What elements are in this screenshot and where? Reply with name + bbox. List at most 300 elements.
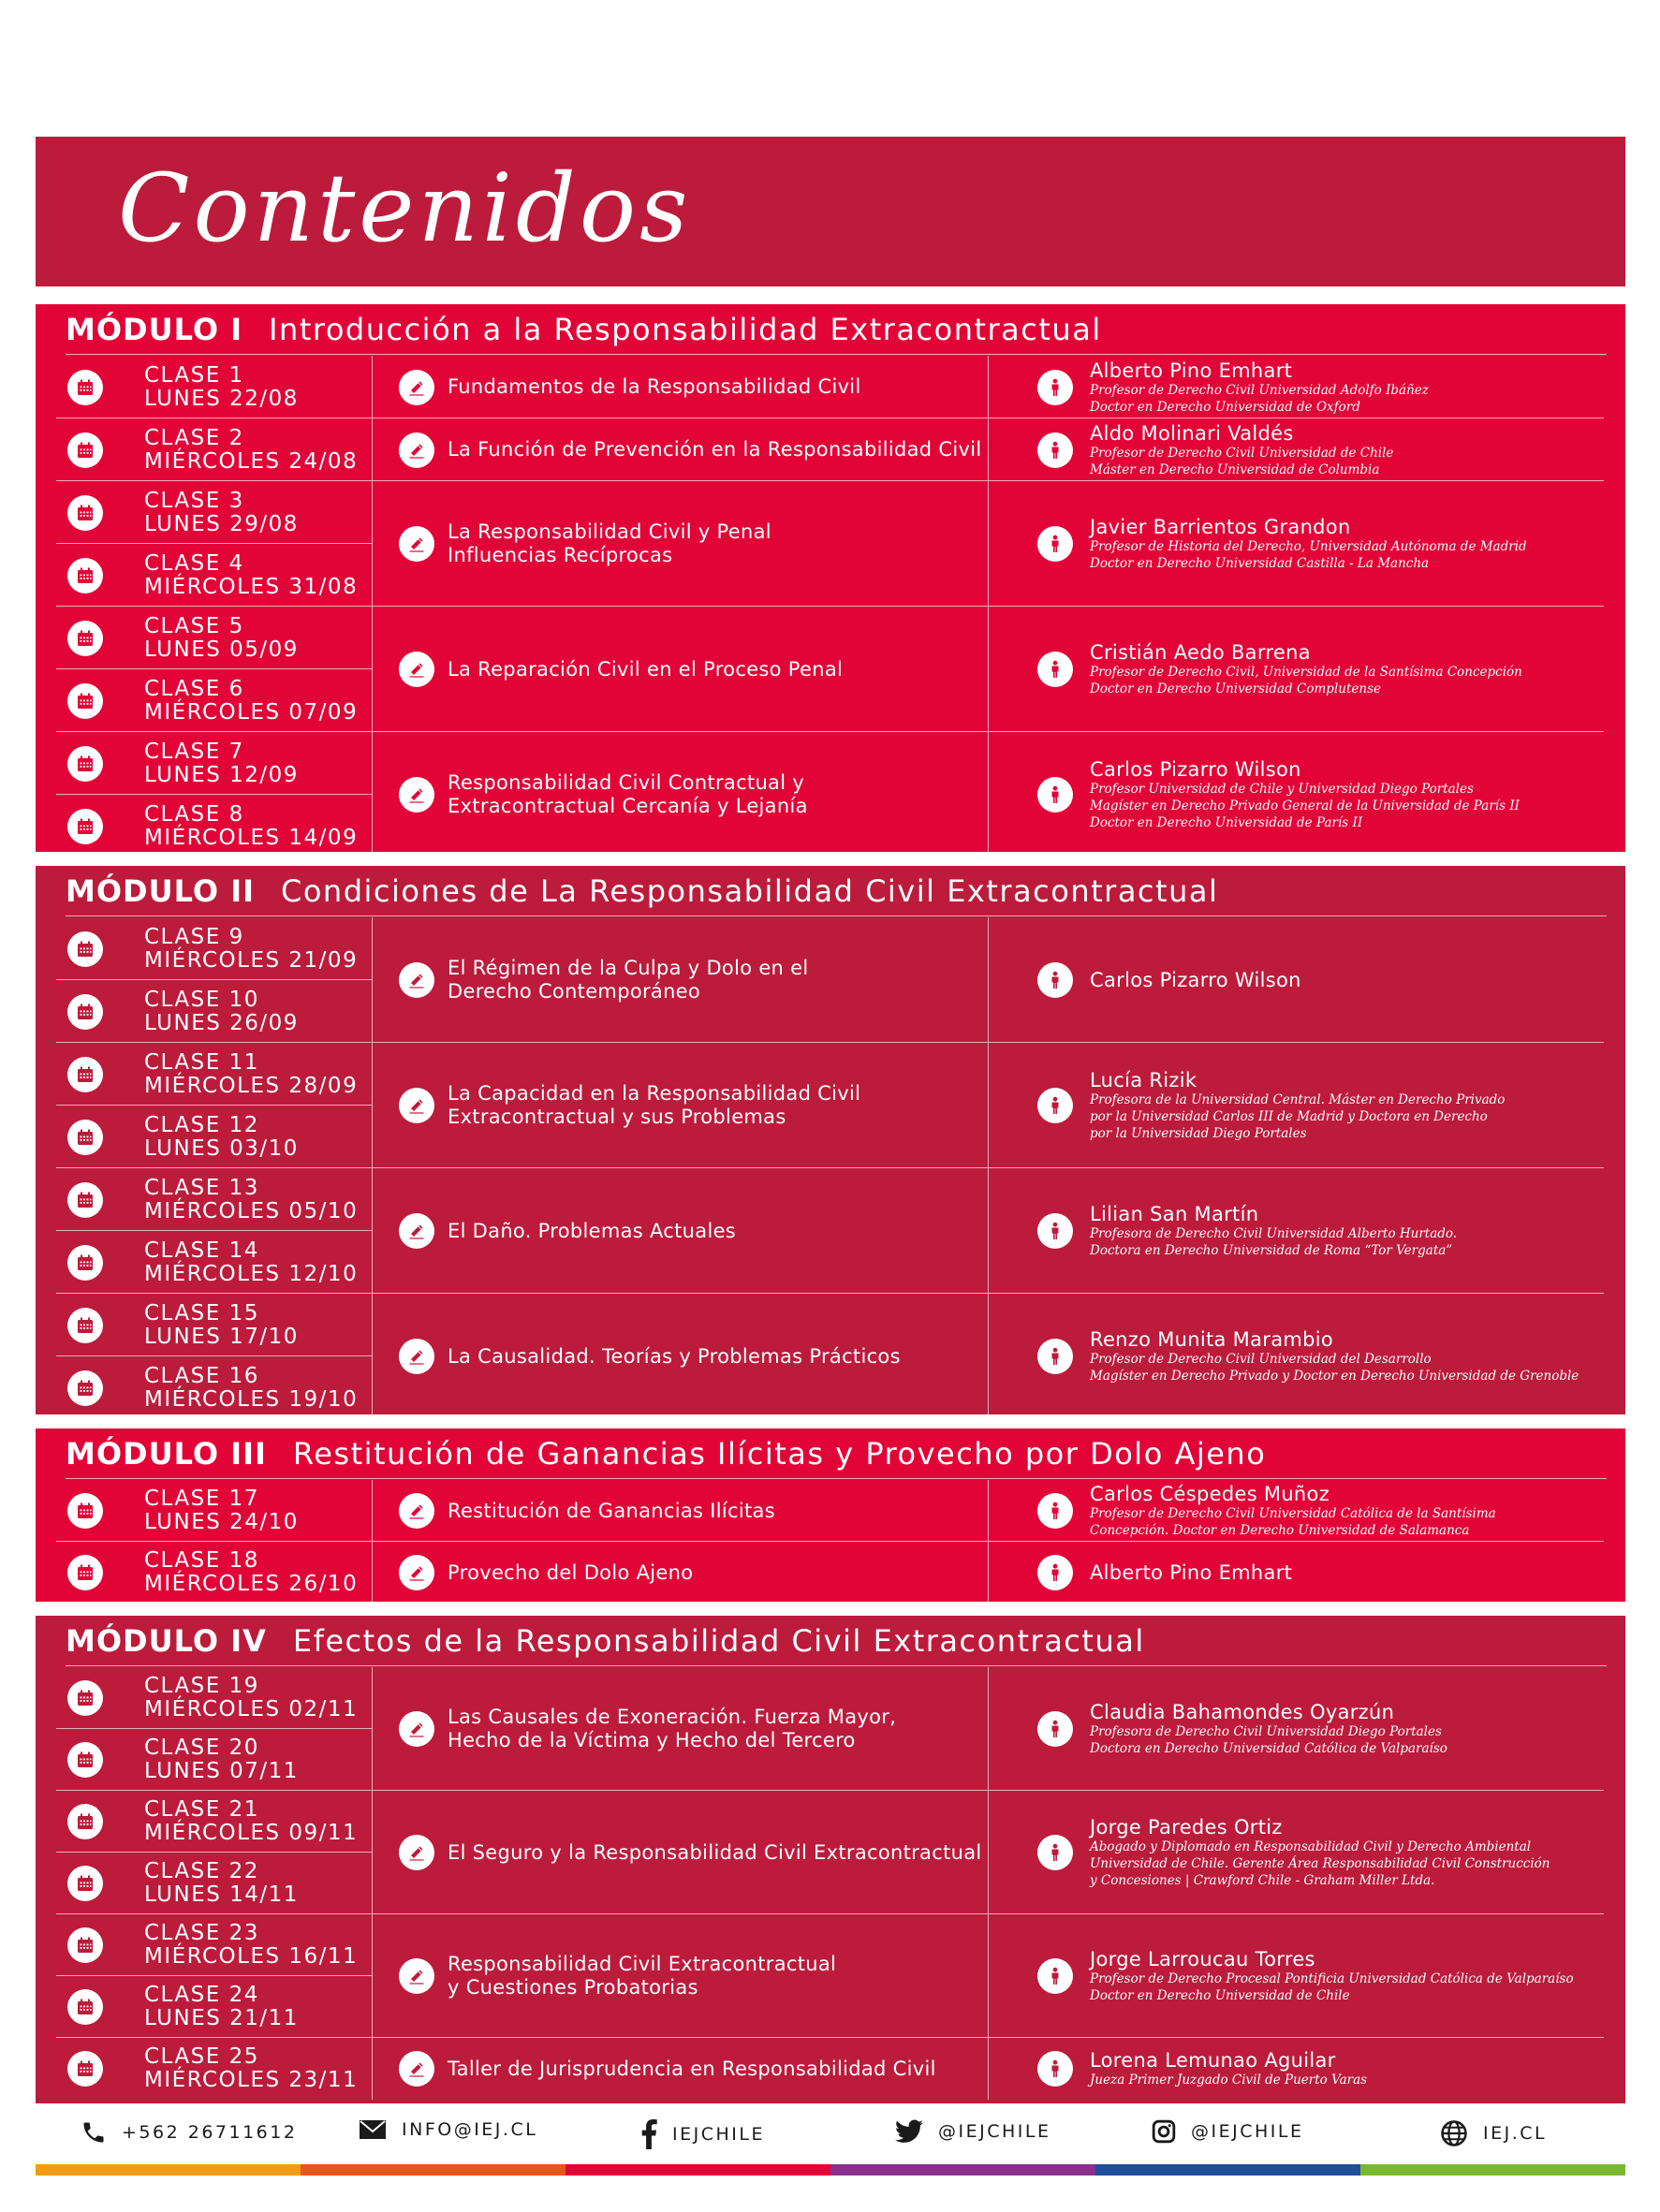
class-info <box>144 1114 299 1161</box>
pencil-icon <box>407 1720 426 1738</box>
calendar-icon <box>76 1379 95 1398</box>
class-number: CLASE 16 <box>144 1363 259 1388</box>
class-cell <box>56 1729 372 1791</box>
page-title: Contenidos <box>118 154 692 263</box>
module-title: Introducción a la Responsabilidad Extracontractual <box>269 311 1102 347</box>
topic-title: Las Causales de Exoneración. Fuerza Mayor, Hecho de la Víctima y Hecho del Tercero <box>448 1706 897 1751</box>
person-icon <box>1046 535 1065 553</box>
calendar-icon-badge <box>67 683 103 719</box>
class-info <box>144 552 358 599</box>
professor-info <box>1090 1948 1574 2004</box>
calendar-icon-badge <box>67 1245 103 1281</box>
calendar-icon-badge <box>67 432 103 468</box>
pencil-icon-badge <box>399 1088 434 1123</box>
professor-name: Lilian San Martín <box>1090 1203 1259 1225</box>
professor-info <box>1090 516 1527 572</box>
person-icon <box>1046 378 1065 397</box>
topic-title: El Régimen de la Culpa y Dolo en el Derecho Contemporáneo <box>448 957 809 1003</box>
person-icon <box>1046 1347 1065 1366</box>
person-icon-badge <box>1037 432 1073 468</box>
class-info <box>144 1860 299 1907</box>
class-number: CLASE 25 <box>144 2044 259 2069</box>
pencil-icon <box>407 1967 426 1985</box>
class-date: LUNES 17/10 <box>144 1324 299 1349</box>
calendar-icon-badge <box>67 931 103 967</box>
topic-cell <box>372 1542 988 1602</box>
class-date: LUNES 07/11 <box>144 1759 299 1783</box>
topic-cell <box>372 917 988 1043</box>
person-icon <box>1046 1720 1065 1738</box>
calendar-icon <box>76 1253 95 1272</box>
footer-instagram-text: @IEJCHILE <box>1191 2121 1304 2142</box>
person-icon <box>1046 1096 1065 1115</box>
calendar-icon <box>76 2059 95 2078</box>
class-cell <box>56 1976 372 2038</box>
calendar-icon-badge <box>67 495 103 531</box>
professor-info <box>1090 1816 1550 1889</box>
calendar-icon-badge <box>67 1742 103 1778</box>
module-header <box>66 1428 1607 1479</box>
topic-cell <box>372 607 988 732</box>
class-info <box>144 1675 358 1721</box>
calendar-icon <box>76 1689 95 1707</box>
module-2 <box>36 866 1625 1414</box>
footer-web[interactable] <box>1440 2119 1547 2147</box>
class-number: CLASE 8 <box>144 801 244 827</box>
class-cell <box>56 481 372 544</box>
class-number: CLASE 4 <box>144 550 244 576</box>
pencil-icon-badge <box>399 962 434 998</box>
professor-info <box>1090 969 1301 991</box>
person-icon-badge <box>1037 526 1073 562</box>
footer-twitter-text: @IEJCHILE <box>938 2121 1051 2142</box>
professor-cell <box>988 732 1604 852</box>
calendar-icon <box>76 441 95 460</box>
calendar-icon-badge <box>67 746 103 782</box>
person-icon-badge <box>1037 777 1073 813</box>
professor-credentials: Profesor de Derecho Procesal Pontificia Universidad Católica de Valparaíso Doctor en Derecho Universidad de Chile <box>1090 1971 1574 2003</box>
person-icon <box>1046 1563 1065 1582</box>
instagram-icon <box>1152 2119 1176 2144</box>
calendar-icon <box>76 940 95 959</box>
calendar-icon <box>76 1065 95 1084</box>
class-cell <box>56 917 372 980</box>
professor-info <box>1090 1203 1457 1259</box>
class-date: LUNES 03/10 <box>144 1135 299 1161</box>
class-date: LUNES 26/09 <box>144 1010 299 1035</box>
class-number: CLASE 3 <box>144 488 244 513</box>
topic-cell <box>372 481 988 607</box>
pencil-icon-badge <box>399 370 434 405</box>
class-number: CLASE 11 <box>144 1049 259 1075</box>
calendar-icon-badge <box>67 1182 103 1218</box>
class-info <box>144 1798 358 1845</box>
color-bar-segment <box>566 2164 830 2175</box>
class-cell <box>56 1043 372 1106</box>
professor-credentials: Profesor de Derecho Civil Universidad Adolfo Ibáñez Doctor en Derecho Universidad de Oxford <box>1090 382 1429 415</box>
class-number: CLASE 10 <box>144 987 259 1012</box>
professor-name: Jorge Paredes Ortiz <box>1090 1816 1283 1838</box>
topic-title: La Responsabilidad Civil y Penal Influencias Recíprocas <box>448 520 771 566</box>
calendar-icon-badge <box>67 621 103 656</box>
class-date: LUNES 12/09 <box>144 762 299 787</box>
topic-cell <box>372 1914 988 2038</box>
person-icon <box>1046 660 1065 679</box>
footer-web-text: IEJ.CL <box>1483 2123 1548 2144</box>
module-3 <box>36 1428 1625 1602</box>
class-date: MIÉRCOLES 26/10 <box>144 1572 359 1596</box>
class-cell <box>56 1914 372 1976</box>
professor-name: Carlos Pizarro Wilson <box>1090 969 1301 991</box>
class-number: CLASE 19 <box>144 1674 259 1698</box>
class-number: CLASE 15 <box>144 1300 259 1326</box>
professor-cell <box>988 356 1604 418</box>
class-number: CLASE 9 <box>144 924 244 949</box>
class-cell <box>56 1667 372 1729</box>
professor-credentials: Profesor de Derecho Civil Universidad de Chile Máster en Derecho Universidad de Columbia <box>1090 445 1394 477</box>
color-bar-segment <box>1360 2164 1625 2175</box>
person-icon <box>1046 971 1065 989</box>
pencil-icon-badge <box>399 1339 434 1374</box>
person-icon-badge <box>1037 1555 1073 1590</box>
calendar-icon <box>76 1936 95 1955</box>
class-info <box>144 1549 358 1596</box>
professor-cell <box>988 607 1604 732</box>
module-title: Restitución de Ganancias Ilícitas y Provecho por Dolo Ajeno <box>292 1435 1267 1472</box>
class-number: CLASE 21 <box>144 1797 259 1822</box>
class-cell <box>56 980 372 1043</box>
class-number: CLASE 6 <box>144 676 244 701</box>
class-info <box>144 740 299 787</box>
topic-title: La Capacidad en la Responsabilidad Civil Extracontractual y sus Problemas <box>448 1082 861 1128</box>
color-bar-segment <box>1095 2164 1360 2175</box>
class-date: MIÉRCOLES 28/09 <box>144 1073 359 1098</box>
calendar-icon-badge <box>67 809 103 844</box>
globe-icon <box>1440 2119 1468 2147</box>
topic-title: Fundamentos de la Responsabilidad Civil <box>448 375 861 398</box>
topic-title: Responsabilidad Civil Contractual y Extracontractual Cercanía y Lejanía <box>448 771 808 817</box>
professor-name: Aldo Molinari Valdés <box>1090 421 1294 445</box>
class-info <box>144 427 358 474</box>
class-info <box>144 926 358 973</box>
person-icon-badge <box>1037 1339 1073 1374</box>
class-info <box>144 1922 358 1969</box>
professor-credentials: Profesora de Derecho Civil Universidad Alberto Hurtado. Doctora en Derecho Universidad de Roma “Tor Vergata” <box>1090 1226 1458 1258</box>
professor-credentials: Profesor Universidad de Chile y Universidad Diego Portales Magíster en Derecho Privado General de la Universidad de París II Doctor en Derecho Universidad de París II <box>1090 782 1520 830</box>
class-cell <box>56 795 372 852</box>
class-cell <box>56 1106 372 1168</box>
person-icon-badge <box>1037 370 1073 405</box>
person-icon <box>1046 1502 1065 1520</box>
class-number: CLASE 23 <box>144 1921 259 1945</box>
calendar-icon-badge <box>67 1989 103 2025</box>
module-label: MÓDULO III <box>66 1435 267 1472</box>
professor-name: Jorge Larroucau Torres <box>1090 1948 1315 1970</box>
topic-title: Taller de Jurisprudencia en Responsabilidad Civil <box>448 2057 936 2080</box>
person-icon <box>1046 2059 1065 2078</box>
class-info <box>144 1302 299 1349</box>
topic-title: El Daño. Problemas Actuales <box>448 1219 737 1242</box>
class-cell <box>56 1168 372 1231</box>
calendar-icon <box>76 1003 95 1021</box>
class-date: MIÉRCOLES 24/08 <box>144 448 359 474</box>
calendar-icon-badge <box>67 1308 103 1343</box>
color-bar-segment <box>36 2164 301 2175</box>
professor-credentials: Abogado y Diplomado en Responsabilidad Civil y Derecho Ambiental Universidad de Chile. Gerente Área Responsabilidad Civil Construcción y Concesiones | Crawford Chile - Graham Miller Ltda. <box>1090 1839 1550 1888</box>
pencil-icon-badge <box>399 2051 434 2087</box>
professor-cell <box>988 917 1604 1043</box>
calendar-icon <box>76 378 95 397</box>
person-icon <box>1046 441 1065 460</box>
module-header <box>66 866 1607 916</box>
professor-credentials: Jueza Primer Juzgado Civil de Puerto Varas <box>1090 2073 1368 2087</box>
footer-facebook[interactable] <box>640 2119 765 2149</box>
class-cell <box>56 544 372 607</box>
topic-cell <box>372 418 988 481</box>
footer <box>36 2106 1625 2164</box>
footer-facebook-text: IEJCHILE <box>672 2124 765 2145</box>
professor-info <box>1090 2049 1367 2088</box>
class-cell <box>56 418 372 481</box>
pencil-icon <box>407 971 426 989</box>
professor-cell <box>988 1168 1604 1294</box>
pencil-icon-badge <box>399 526 434 562</box>
color-bar-segment <box>301 2164 566 2175</box>
class-date: MIÉRCOLES 16/11 <box>144 1944 359 1969</box>
professor-cell <box>988 418 1604 481</box>
calendar-icon-badge <box>67 370 103 405</box>
pencil-icon-badge <box>399 652 434 687</box>
class-cell <box>56 607 372 669</box>
class-info <box>144 490 299 536</box>
class-cell <box>56 669 372 732</box>
pencil-icon <box>407 1843 426 1862</box>
class-info <box>144 1736 299 1783</box>
footer-email-text: INFO@IEJ.CL <box>402 2119 538 2140</box>
professor-cell <box>988 1791 1604 1914</box>
class-cell <box>56 1542 372 1602</box>
calendar-icon <box>76 1874 95 1893</box>
professor-cell <box>988 1294 1604 1414</box>
topic-title: Provecho del Dolo Ajeno <box>448 1560 694 1584</box>
person-icon-badge <box>1037 1835 1073 1870</box>
professor-cell <box>988 1914 1604 2038</box>
professor-cell <box>988 1480 1604 1542</box>
person-icon-badge <box>1037 1088 1073 1123</box>
calendar-icon <box>76 817 95 836</box>
class-date: MIÉRCOLES 05/10 <box>144 1198 359 1223</box>
pencil-icon-badge <box>399 1711 434 1747</box>
facebook-icon <box>640 2119 657 2149</box>
calendar-icon <box>76 1316 95 1335</box>
class-info <box>144 1239 358 1286</box>
class-info <box>144 1984 299 2030</box>
professor-credentials: Profesor de Historia del Derecho, Universidad Autónoma de Madrid Doctor en Derecho Universidad Castilla - La Mancha <box>1090 539 1527 571</box>
module-header <box>66 1616 1607 1666</box>
class-number: CLASE 18 <box>144 1548 259 1573</box>
pencil-icon <box>407 441 426 460</box>
person-icon-badge <box>1037 1711 1073 1747</box>
topic-cell <box>372 1791 988 1914</box>
calendar-icon <box>76 1998 95 2016</box>
pencil-icon-badge <box>399 1213 434 1249</box>
class-cell <box>56 2038 372 2100</box>
topic-cell <box>372 1480 988 1542</box>
professor-credentials: Profesora de Derecho Civil Universidad Diego Portales Doctora en Derecho Universidad Católica de Valparaíso <box>1090 1724 1447 1756</box>
class-info <box>144 1177 358 1223</box>
calendar-icon <box>76 1563 95 1582</box>
professor-credentials: Profesor de Derecho Civil Universidad Católica de la Santísima Concepción. Doctor en Derecho Universidad de Salamanca <box>1090 1506 1496 1538</box>
calendar-icon <box>76 566 95 585</box>
topic-title: Responsabilidad Civil Extracontractual y Cuestiones Probatorias <box>448 1953 837 1999</box>
class-cell <box>56 1356 372 1414</box>
calendar-icon-badge <box>67 1120 103 1155</box>
topic-cell <box>372 1294 988 1414</box>
pencil-icon-badge <box>399 1493 434 1529</box>
person-icon <box>1046 1843 1065 1862</box>
class-date: LUNES 29/08 <box>144 511 299 536</box>
calendar-icon-badge <box>67 1680 103 1716</box>
class-info <box>144 2045 358 2092</box>
calendar-icon <box>76 629 95 648</box>
person-icon <box>1046 1967 1065 1985</box>
calendar-icon-badge <box>67 1370 103 1406</box>
class-info <box>144 989 299 1035</box>
pencil-icon <box>407 535 426 553</box>
person-icon-badge <box>1037 962 1073 998</box>
person-icon-badge <box>1037 1493 1073 1529</box>
pencil-icon <box>407 1347 426 1366</box>
person-icon-badge <box>1037 1958 1073 1994</box>
module-title: Efectos de la Responsabilidad Civil Extracontractual <box>292 1622 1145 1659</box>
pencil-icon-badge <box>399 1555 434 1590</box>
class-cell <box>56 1231 372 1294</box>
professor-cell <box>988 1667 1604 1791</box>
person-icon <box>1046 1222 1065 1240</box>
professor-info <box>1090 758 1520 831</box>
professor-name: Lucía Rizik <box>1090 1069 1197 1091</box>
class-cell <box>56 732 372 795</box>
class-date: MIÉRCOLES 02/11 <box>144 1697 359 1721</box>
topic-cell <box>372 356 988 418</box>
professor-name: Carlos Pizarro Wilson <box>1090 758 1301 781</box>
calendar-icon <box>76 1751 95 1769</box>
professor-info <box>1090 1561 1292 1584</box>
pencil-icon <box>407 1222 426 1240</box>
calendar-icon <box>76 1502 95 1520</box>
professor-info <box>1090 422 1393 478</box>
calendar-icon-badge <box>67 1493 103 1529</box>
footer-instagram[interactable] <box>1152 2119 1303 2144</box>
professor-info <box>1090 1069 1505 1142</box>
class-info <box>144 1051 358 1098</box>
professor-name: Cristián Aedo Barrena <box>1090 641 1311 664</box>
class-info <box>144 615 299 662</box>
class-number: CLASE 14 <box>144 1238 259 1263</box>
calendar-icon-badge <box>67 1555 103 1590</box>
module-label: MÓDULO II <box>66 872 255 909</box>
color-bar-segment <box>830 2164 1095 2175</box>
professor-credentials: Profesor de Derecho Civil Universidad del Desarrollo Magíster en Derecho Privado y Doctor en Derecho Universidad de Grenoble <box>1090 1352 1579 1384</box>
class-number: CLASE 17 <box>144 1487 259 1511</box>
class-number: CLASE 13 <box>144 1175 259 1200</box>
calendar-icon <box>76 1128 95 1147</box>
topic-cell <box>372 1043 988 1168</box>
professor-info <box>1090 359 1429 416</box>
professor-name: Alberto Pino Emhart <box>1090 359 1293 382</box>
class-number: CLASE 7 <box>144 739 244 764</box>
class-date: MIÉRCOLES 23/11 <box>144 2068 359 2092</box>
topic-title: El Seguro y la Responsabilidad Civil Extracontractual <box>448 1840 982 1864</box>
professor-name: Carlos Céspedes Muñoz <box>1090 1483 1330 1505</box>
calendar-icon-badge <box>67 1927 103 1963</box>
module-header <box>66 304 1607 355</box>
professor-cell <box>988 1542 1604 1602</box>
class-info <box>144 678 358 725</box>
class-date: LUNES 21/11 <box>144 2006 299 2030</box>
class-date: MIÉRCOLES 19/10 <box>144 1386 359 1412</box>
professor-name: Lorena Lemunao Aguilar <box>1090 2049 1336 2072</box>
topic-cell <box>372 1168 988 1294</box>
class-info <box>144 364 299 411</box>
professor-info <box>1090 1701 1447 1757</box>
professor-info <box>1090 641 1522 697</box>
class-date: LUNES 24/10 <box>144 1510 299 1534</box>
class-number: CLASE 22 <box>144 1859 259 1883</box>
calendar-icon-badge <box>67 1804 103 1839</box>
topic-title: La Función de Prevención en la Responsabilidad Civil <box>448 438 982 461</box>
color-bar <box>36 2164 1625 2175</box>
class-number: CLASE 24 <box>144 1983 259 2007</box>
footer-phone[interactable] <box>81 2119 297 2146</box>
topic-cell <box>372 2038 988 2100</box>
professor-name: Javier Barrientos Grandon <box>1090 516 1351 538</box>
footer-email[interactable] <box>359 2119 537 2140</box>
class-date: MIÉRCOLES 12/10 <box>144 1261 359 1286</box>
calendar-icon <box>76 504 95 522</box>
pencil-icon <box>407 1096 426 1115</box>
person-icon-badge <box>1037 1213 1073 1249</box>
calendar-icon <box>76 692 95 710</box>
twitter-icon <box>895 2119 923 2144</box>
topic-cell <box>372 1667 988 1791</box>
module-label: MÓDULO I <box>66 311 243 347</box>
class-number: CLASE 1 <box>144 362 244 388</box>
person-icon <box>1046 785 1065 804</box>
class-info <box>144 1365 358 1412</box>
class-number: CLASE 2 <box>144 425 244 450</box>
professor-cell <box>988 1043 1604 1168</box>
professor-name: Alberto Pino Emhart <box>1090 1561 1293 1584</box>
phone-icon <box>81 2119 107 2146</box>
pencil-icon <box>407 378 426 397</box>
footer-phone-text: +562 26711612 <box>122 2122 298 2143</box>
class-number: CLASE 5 <box>144 613 244 638</box>
class-date: MIÉRCOLES 07/09 <box>144 699 359 725</box>
calendar-icon-badge <box>67 1057 103 1092</box>
class-date: MIÉRCOLES 09/11 <box>144 1821 359 1845</box>
pencil-icon-badge <box>399 432 434 468</box>
mail-icon <box>359 2119 387 2140</box>
class-date: MIÉRCOLES 14/09 <box>144 825 359 850</box>
contenidos-header <box>36 137 1625 286</box>
class-cell <box>56 356 372 418</box>
class-date: LUNES 22/08 <box>144 386 299 411</box>
professor-info <box>1090 1483 1496 1539</box>
calendar-icon <box>76 1191 95 1209</box>
footer-twitter[interactable] <box>895 2119 1050 2144</box>
topic-title: Restitución de Ganancias Ilícitas <box>448 1499 775 1522</box>
